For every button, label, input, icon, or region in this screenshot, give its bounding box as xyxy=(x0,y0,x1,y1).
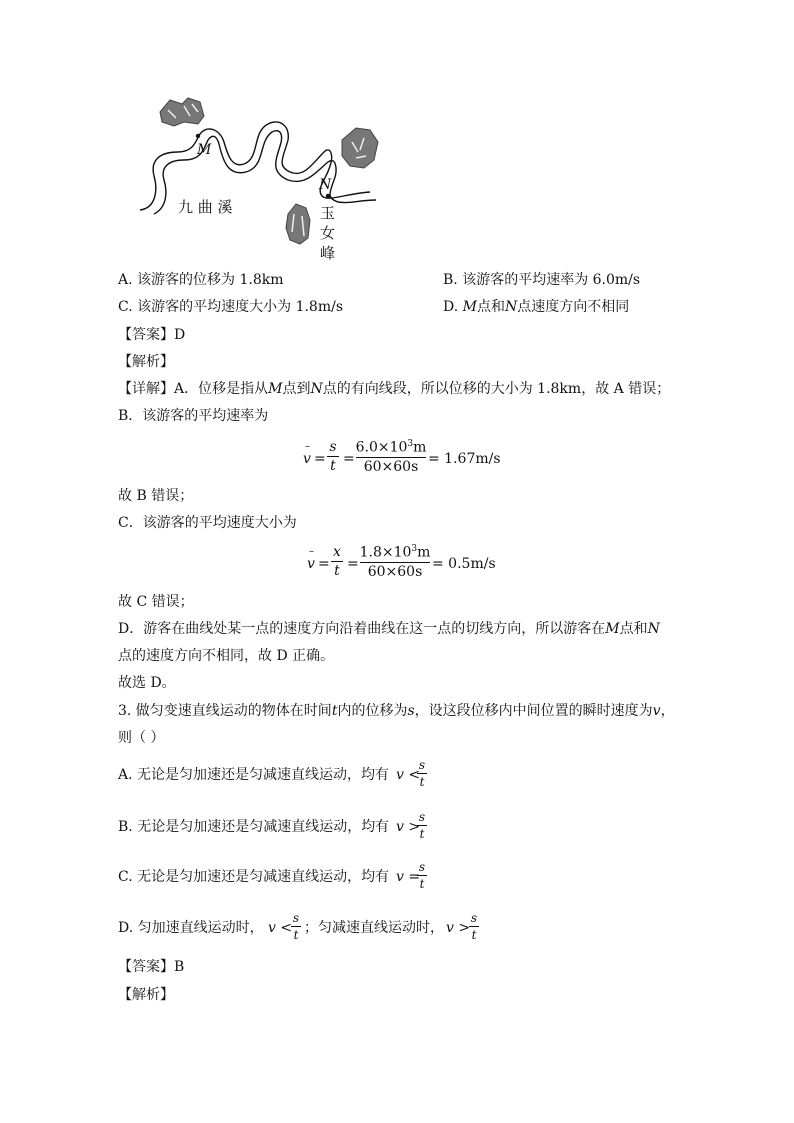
label-n: N xyxy=(319,177,332,193)
formula1-num2: $6.0\times 10^3m$ xyxy=(355,439,427,456)
formula1-den1: t xyxy=(330,458,336,474)
river-map-figure xyxy=(120,90,390,265)
peak-char-2: 女 xyxy=(320,224,336,242)
q2-option-a: A. 该游客的位移为 1.8km xyxy=(118,272,284,288)
rock-bottom xyxy=(286,204,310,244)
q2-detail-d-line2: 点的速度方向不相同，故 D 正确。 xyxy=(118,648,335,664)
q2-analysis-heading: 【解析】 xyxy=(118,354,174,370)
formula2-den2: 60×60s xyxy=(367,563,423,580)
q3-option-c-rel: v = xyxy=(396,869,421,885)
peak-char-3: 峰 xyxy=(320,244,336,262)
formula1-result: = 1.67m/s xyxy=(428,451,501,467)
q2-answer: 【答案】D xyxy=(118,327,186,343)
q3-option-a-rel: v < xyxy=(396,767,421,783)
formula2-eq2: = xyxy=(347,556,359,572)
q3-option-c-frac: s t xyxy=(418,860,426,891)
point-n xyxy=(326,194,330,198)
formula1-eq1: = xyxy=(314,451,326,467)
q3-option-b-rel: v > xyxy=(396,819,421,835)
formula1-lhs: v xyxy=(303,451,311,467)
q3-answer: 【答案】B xyxy=(118,959,185,975)
formula2-result: = 0.5m/s xyxy=(432,556,496,572)
q2-detail-a: 【详解】A．位移是指从M点到N点的有向线段，所以位移的大小为 1.8km，故 A 错误； xyxy=(118,381,671,397)
q3-option-d-rel2: v > xyxy=(446,920,471,936)
q2-option-b: B. 该游客的平均速率为 6.0m/s xyxy=(443,272,641,288)
formula-average-velocity: v – = x t = $1.8\times 10^3m$ 60×60s = 0.5m/s xyxy=(307,544,496,580)
formula2-num2: $1.8\times 10^3m$ xyxy=(359,544,431,561)
q3-option-d-pre: D. 匀加速直线运动时， xyxy=(118,920,264,936)
formula2-eq1: = xyxy=(318,556,330,572)
label-m: M xyxy=(197,142,212,158)
q2-detail-d-line1: D．游客在曲线处某一点的速度方向沿着曲线在这一点的切线方向，所以游客在M点和N xyxy=(118,621,660,637)
q3-option-c: C. 无论是匀加速还是匀减速直线运动，均有 xyxy=(118,869,390,885)
formula1-num1: s xyxy=(329,439,337,455)
q3-stem-line2: 则（ ） xyxy=(118,730,165,746)
formula2-den1: t xyxy=(334,563,340,579)
river-name: 九 曲 溪 xyxy=(178,198,233,216)
q2-option-d: D. M点和N点速度方向不相同 xyxy=(443,299,630,315)
q2-detail-b: B．该游客的平均速率为 xyxy=(118,408,269,424)
formula1-den2: 60×60s xyxy=(363,458,419,475)
q2-option-c: C. 该游客的平均速度大小为 1.8m/s xyxy=(118,299,344,315)
formula2-num1: x xyxy=(333,544,341,560)
q2-b-wrong: 故 B 错误； xyxy=(118,488,194,504)
q3-option-d-rel1: v < xyxy=(268,920,293,936)
q3-option-b: B. 无论是匀加速还是匀减速直线运动，均有 xyxy=(118,819,390,835)
q3-option-d-frac1: s t xyxy=(292,911,300,942)
q3-option-a: A. 无论是匀加速还是匀减速直线运动，均有 xyxy=(118,767,390,783)
formula1-eq2: = xyxy=(343,451,355,467)
q3-analysis-heading: 【解析】 xyxy=(118,987,174,1003)
q3-option-a-frac: s t xyxy=(418,758,426,789)
q3-option-d-mid: ；匀减速直线运动时， xyxy=(304,920,444,936)
peak-char-1: 玉 xyxy=(320,204,336,222)
q2-detail-c: C．该游客的平均速度大小为 xyxy=(118,515,297,531)
formula-average-speed: v – = s t = $6.0\times 10^3m$ 60×60s = 1.67m/s xyxy=(303,439,501,475)
point-m xyxy=(196,134,200,138)
q3-stem-line1: 3. 做匀变速直线运动的物体在时间t内的位移为s，设这段位移内中间位置的瞬时速度为v， xyxy=(118,703,675,719)
q3-option-d-frac2: s t xyxy=(470,911,478,942)
q2-c-wrong: 故 C 错误； xyxy=(118,594,194,610)
q2-choose: 故选 D。 xyxy=(118,675,176,691)
q3-option-b-frac: s t xyxy=(418,810,426,841)
formula2-lhs: v xyxy=(307,556,315,572)
